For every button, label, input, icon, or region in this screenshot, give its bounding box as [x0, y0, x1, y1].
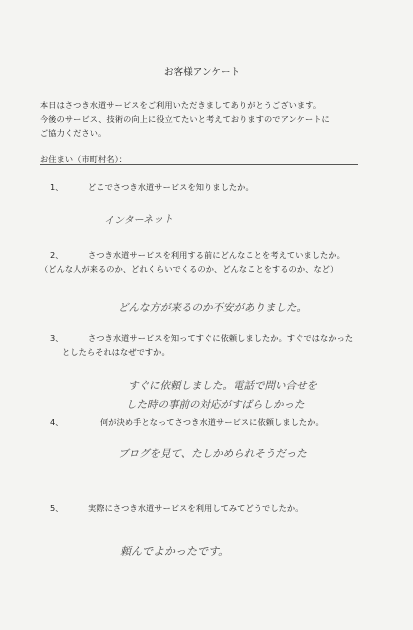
question-4-number: 4、 [50, 417, 64, 427]
page-title: お客様アンケート [164, 67, 241, 78]
question-2-number: 2、 [50, 250, 64, 260]
question-5-number: 5、 [50, 503, 64, 513]
intro-line-3: ご協力ください。 [40, 128, 107, 138]
question-5-text: 実際にさつき水道サービスを利用してみてどうでしたか。 [88, 503, 304, 513]
question-3-number: 3、 [50, 333, 64, 343]
question-1-number: 1、 [50, 182, 64, 192]
question-3-text-2: としたらそれはなぜですか。 [62, 347, 170, 357]
answer-3-line-2: した時の事前の対応がすばらしかった [126, 399, 305, 411]
question-4-text: 何が決め手となってさつき水道サービスに依頼しましたか。 [100, 417, 324, 427]
question-1-text: どこでさつき水道サービスを知りましたか。 [88, 182, 254, 192]
address-underline [40, 164, 358, 165]
intro-line-2: 今後のサービス、技術の向上に役立てたいと考えておりますのでアンケートに [40, 114, 330, 124]
address-label: お住まい（市町村名）： [40, 154, 128, 164]
intro-line-1: 本日はさつき水道サービスをご利用いただきましてありがとうございます。 [40, 100, 322, 110]
question-3-text: さつき水道サービスを知ってすぐに依頼しましたか。すぐではなかった [88, 333, 354, 343]
answer-3-line-1: すぐに依頼しました。電話で問い合せを [128, 380, 317, 392]
answer-5: 頼んでよかったです。 [120, 545, 230, 558]
answer-1: インターネット [103, 214, 174, 227]
question-2-text: さつき水道サービスを利用する前にどんなことを考えていましたか。 [88, 250, 345, 260]
answer-2: どんな方が来るのか不安がありました。 [118, 302, 307, 314]
question-2-text-2: （どんな人が来るのか、どれくらいでくるのか、どんなことをするのか、など） [40, 264, 339, 274]
answer-4: ブログを見て、たしかめられそうだった [118, 448, 307, 460]
